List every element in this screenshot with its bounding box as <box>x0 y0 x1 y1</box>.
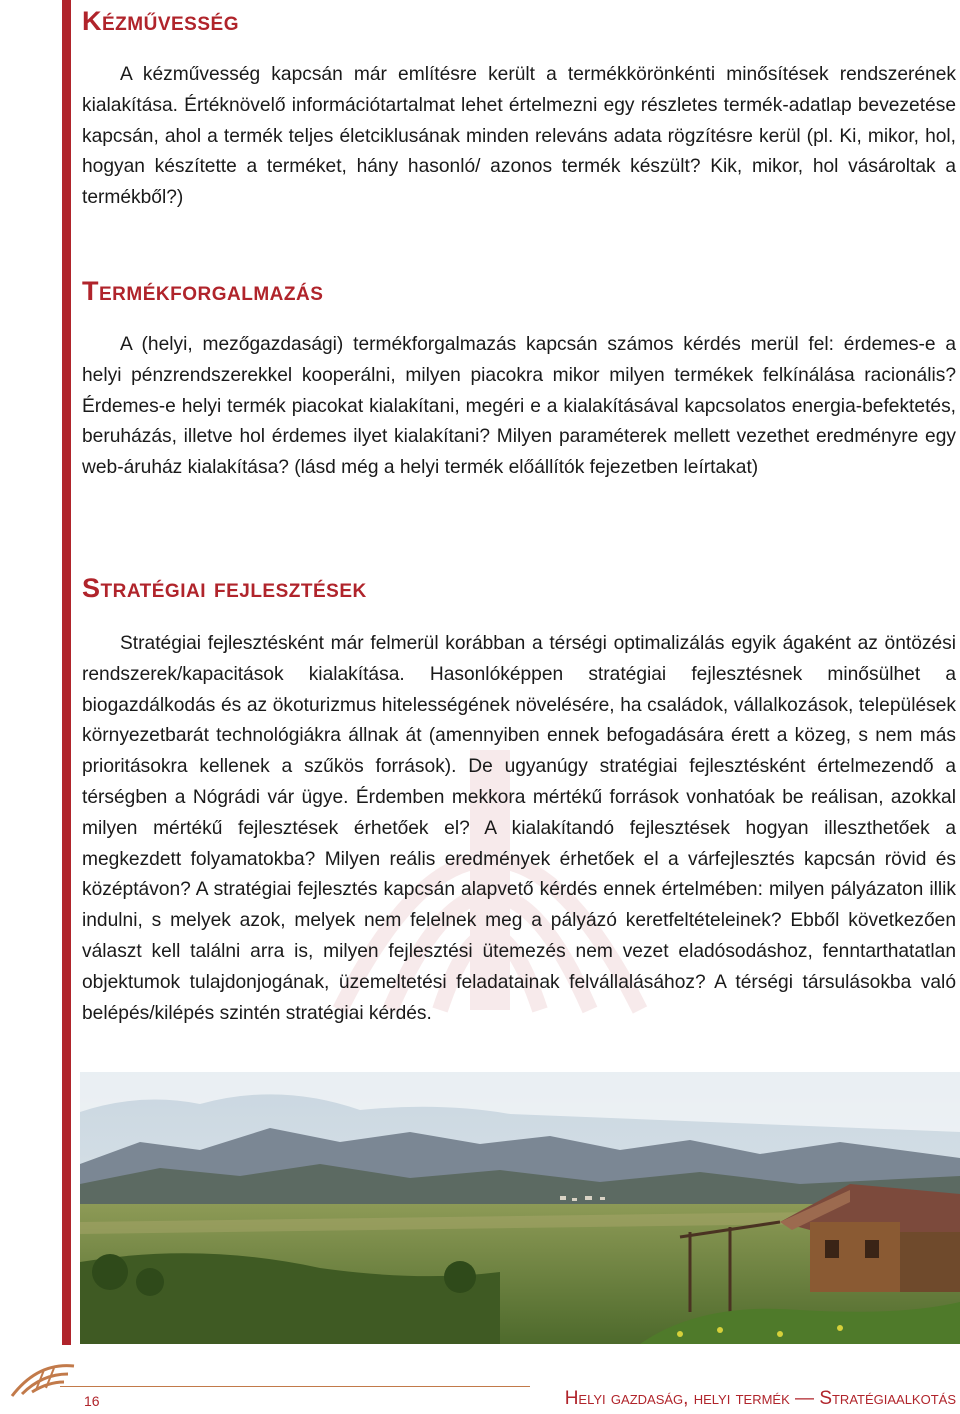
left-accent-bar <box>62 0 71 1345</box>
page-footer <box>0 1350 960 1414</box>
landscape-illustration <box>80 1072 960 1344</box>
landscape-photo <box>80 1072 960 1344</box>
section-text-strategiai-fejlesztesek: Stratégiai fejlesztésként már felmerül korábban a térségi optimalizálás egyik ágaként az öntözési rendszerek/kapacitások kialakítása. Hasonlóképpen stratégiai fejlesztésnek minősülhet a biogazdálkodás és az ökoturizmus hitelességének növelésére, ha családok, vállalkozások, települések környezetbarát technológiákra állnak át (amennyiben ennek befogadására érett a közeg, s nem más prioritásokra kellenek a szűkös források). De ugyanúgy stratégiai fejlesztésként értelmezendő a térségben a Nógrádi vár ügye. Érdemben mekkora mértékű források vonhatóak be reálisan, azokkal milyen mértékű fejlesztések érhetőek el? A kialakítandó fejlesztések hogyan illeszthetőek a megkezdett folyamatokba? Milyen reális eredmények érhetőek el a várfejlesztés kapcsán rövid és középtávon? A stratégiai fejlesztés kapcsán alapvető kérdés ennek értelmében: milyen pályázaton illik indulni, s melyek azok, melyek nem felelnek meg a pályázó keretfeltételeinek? Ebből következően választ kell találni arra is, milyen fejlesztési ütemezés nem vezet eladósodáshoz, fenntarthatatlan objektumok tulajdonjogának, üzemeltetési feladatainak felvállalásához? A térségi társulásokba való belépés/kilépés szintén stratégiai kérdés. <box>82 633 956 1024</box>
section-text-kezmuvesseg: A kézművesség kapcsán már említésre került a termékkörönkénti minősítések rendszerének kialakítása. Értéknövelő információtartalmat lehet értelmezni egy részletes termék-adatlap bevezetése kapcsán, ahol a termék teljes életciklusának minden releváns adata rögzítésre kerül (pl. Ki, mikor, hol, hogyan készítette a terméket, hány hasonló/ azonos termék készült? Kik, mikor, hol vásároltak a termékből?) <box>82 64 956 209</box>
section-title-termekforgalmazas: Termékforgalmazás <box>82 276 324 306</box>
page-number: 16 <box>84 1393 100 1409</box>
running-title: Helyi gazdaság, helyi termék — Stratégiaalkotás <box>564 1388 956 1409</box>
footer-rule <box>60 1386 530 1387</box>
leaf-logo-icon <box>8 1356 80 1408</box>
section-title-strategiai-fejlesztesek: Stratégiai fejlesztések <box>82 573 367 603</box>
section-title-kezmuvesseg: Kézművesség <box>82 6 239 36</box>
section-text-termekforgalmazas: A (helyi, mezőgazdasági) termékforgalmazás kapcsán számos kérdés merül fel: érdemes-e a helyi pénzrendszerekkel kooperálni, milyen piacokra mikor milyen termékek felkínálása racionális? Érdemes-e helyi termék piacokat kialakítani, megéri e a kialakításával kapcsolatos energia-befektetés, beruházás, illetve hol érdemes ilyet kialakítani? Milyen paraméterek mellett vezethet eredményre egy web-áruház kialakítása? (lásd még a helyi termék előállítók fejezetben leírtakat) <box>82 334 956 479</box>
